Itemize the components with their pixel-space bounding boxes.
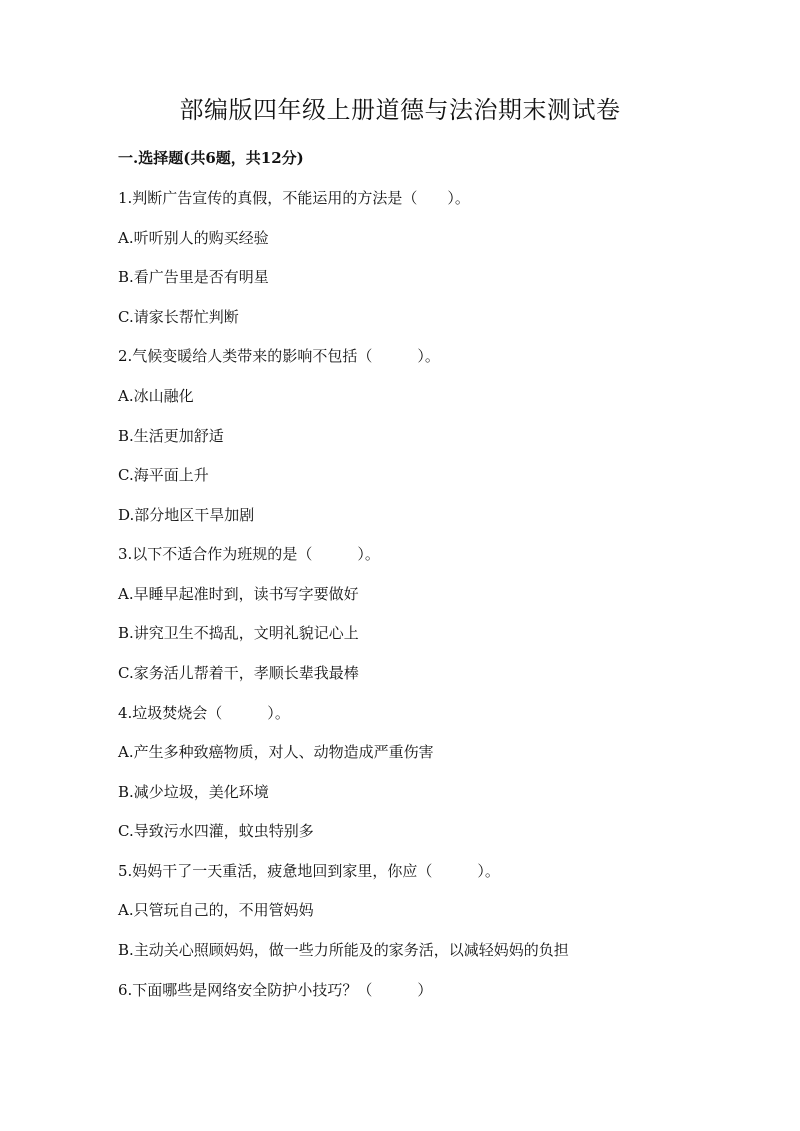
question-2-stem: 2.气候变暖给人类带来的影响不包括（ ）。	[118, 347, 440, 365]
question-1-option-c: C.请家长帮忙判断	[118, 308, 239, 326]
question-6-stem: 6.下面哪些是网络安全防护小技巧？（ ）	[118, 981, 433, 999]
section-heading: 一.选择题(共6题，共12分)	[118, 149, 304, 167]
question-4-option-a: A.产生多种致癌物质，对人、动物造成严重伤害	[118, 743, 434, 761]
question-3-option-c: C.家务活儿帮着干，孝顺长辈我最棒	[118, 664, 359, 682]
question-5-option-b: B.主动关心照顾妈妈，做一些力所能及的家务活，以减轻妈妈的负担	[118, 941, 569, 959]
question-3-stem: 3.以下不适合作为班规的是（ ）。	[118, 545, 380, 563]
question-3-option-b: B.讲究卫生不捣乱，文明礼貌记心上	[118, 624, 359, 642]
question-3-option-a: A.早睡早起准时到，读书写字要做好	[118, 585, 359, 603]
question-5-option-a: A.只管玩自己的，不用管妈妈	[118, 901, 314, 919]
question-4-option-c: C.导致污水四灌，蚊虫特别多	[118, 822, 314, 840]
question-2-option-b: B.生活更加舒适	[118, 427, 224, 445]
question-2-option-a: A.冰山融化	[118, 387, 194, 405]
question-1-option-b: B.看广告里是否有明星	[118, 268, 269, 286]
question-2-option-c: C.海平面上升	[118, 466, 209, 484]
question-1-stem: 1.判断广告宣传的真假，不能运用的方法是（ ）。	[118, 189, 470, 207]
question-4-option-b: B.减少垃圾，美化环境	[118, 783, 269, 801]
question-4-stem: 4.垃圾焚烧会（ ）。	[118, 704, 290, 722]
question-2-option-d: D.部分地区干旱加剧	[118, 506, 255, 524]
question-5-stem: 5.妈妈干了一天重活，疲惫地回到家里，你应（ ）。	[118, 862, 500, 880]
exam-title: 部编版四年级上册道德与法治期末测试卷	[179, 96, 621, 124]
question-1-option-a: A.听听别人的购买经验	[118, 229, 269, 247]
